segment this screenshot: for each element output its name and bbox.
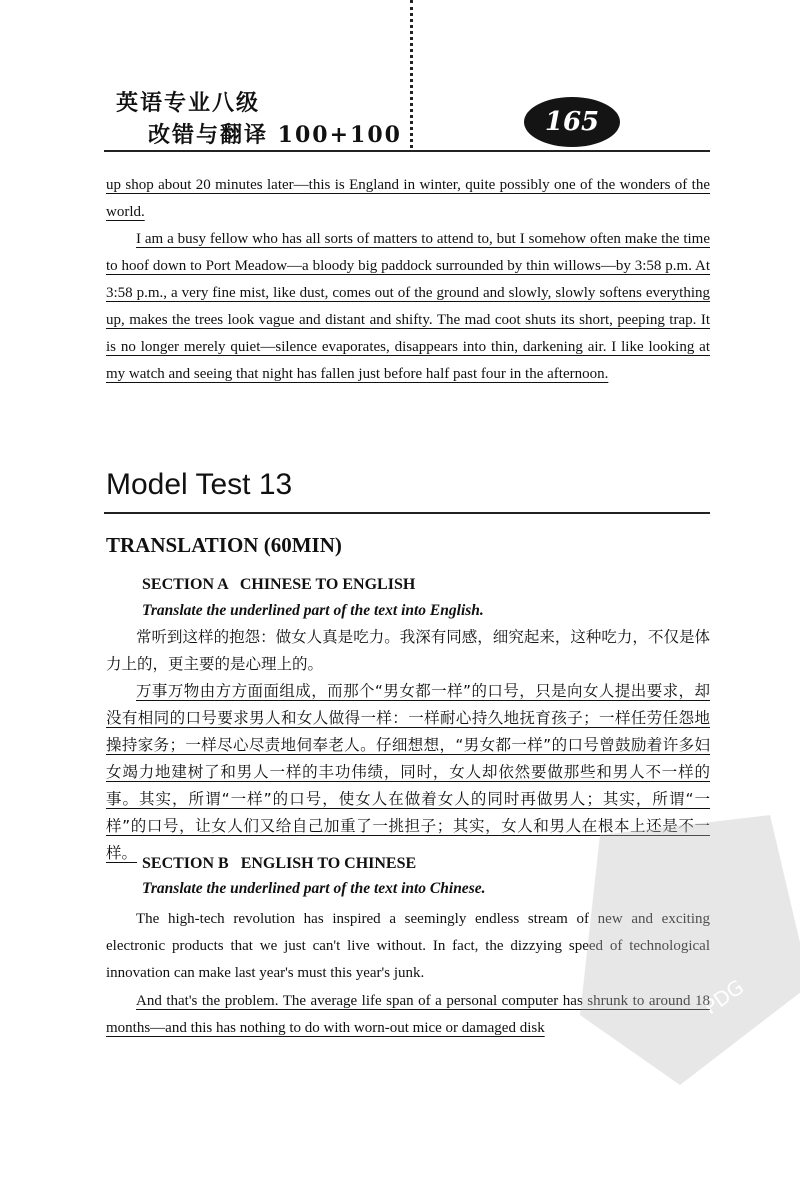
translation-heading: TRANSLATION (60MIN) (106, 533, 342, 557)
watermark-text: PDG (699, 974, 749, 1020)
section-a-paragraph-1: 常听到这样的抱怨：做女人真是吃力。我深有同感，细究起来，这种吃力，不仅是体力上的，更主要的是心理上的。 (106, 628, 710, 673)
section-a-instruction: Translate the underlined part of the text into English. (142, 602, 484, 619)
section-a-heading: SECTION A CHINESE TO ENGLISH (142, 576, 416, 593)
section-a-paragraph-2-underlined: 万事万物由方方面面组成，而那个“男女都一样”的口号，只是向女人提出要求，却没有相同的口号要求男人和女人做得一样：一样耐心持久地抚育孩子；一样任劳任怨地操持家务；一样尽心尽责地伺奉老人。仔细想想，“男女都一样”的口号曾鼓励着许多妇女竭力地建树了和男人一样的丰功伟绩，同时，女人却依然要做那些和男人不一样的事。其实，所谓“一样”的口号，使女人在做着女人的同时再做男人；其实，所谓“一样”的口号，让女人们又给自己加重了一挑担子；其实，女人和男人在根本上还是不一样。 (106, 682, 710, 862)
book-title-line2: 改错与翻译 100+100 (148, 122, 402, 148)
passage-paragraph-2: I am a busy fellow who has all sorts of matters to attend to, but I somehow often make the time to hoof down to Port Meadow—a bloody big paddock surrounded by thin willows—by 3:58 p.m. At 3:58 p.m., a very fine mist, like dust, comes out of the ground and slowly, slowly softens everything up, makes the trees look vague and distant and shifty. The mad coot shuts its short, peeping trap. It is no longer merely quiet—silence evaporates, disappears into thin, darkening air. I like looking at my watch and seeing that night has fallen just before half past four in the afternoon. (106, 231, 710, 382)
passage-paragraph-1: up shop about 20 minutes later—this is England in winter, quite possibly one of the wonders of the world. (106, 177, 710, 220)
book-title-line1: 英语专业八级 (116, 90, 261, 116)
section-b-paragraph-2-underlined: And that's the problem. The average life span of a personal computer has shrunk to around 18 months—and this has nothing to do with worn-out mice or damaged disk (106, 993, 710, 1036)
binding-dotted-line (410, 0, 413, 148)
section-b-instruction: Translate the underlined part of the text into Chinese. (142, 880, 486, 897)
section-b-paragraph-1: The high-tech revolution has inspired a seemingly endless stream of new and exciting electronic products that we just can't live without. In fact, the dizzying speed of technological innovation can make last year's must this year's junk. (106, 911, 710, 981)
pdg-watermark-stamp (560, 815, 800, 1085)
model-title-rule (104, 512, 710, 514)
watermark-shape (580, 815, 800, 1085)
header-rule (104, 150, 710, 152)
section-b-heading: SECTION B ENGLISH TO CHINESE (142, 855, 417, 872)
page-number-badge: 165 (524, 97, 620, 147)
model-test-title: Model Test 13 (106, 468, 293, 501)
